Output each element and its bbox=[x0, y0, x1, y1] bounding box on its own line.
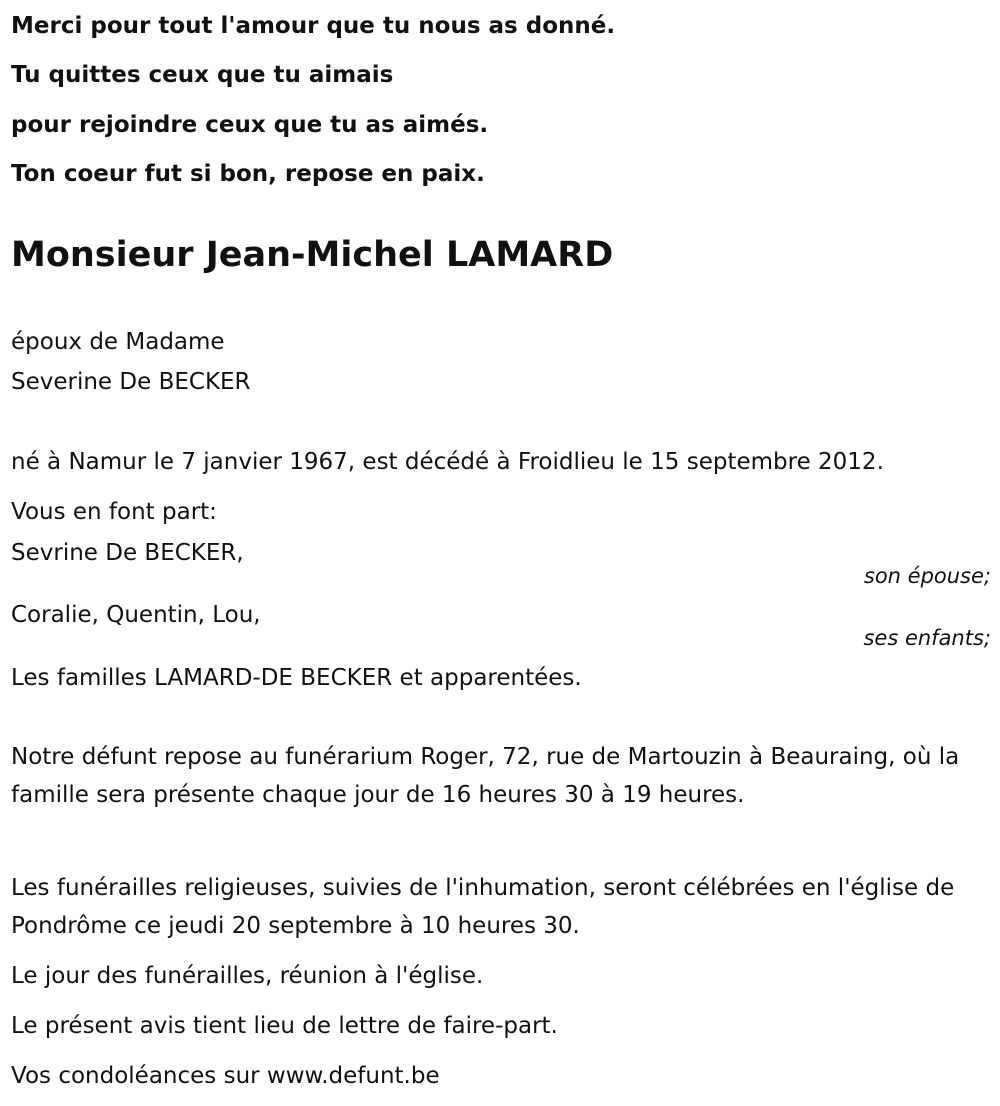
poem-line-2: Tu quittes ceux que tu aimais bbox=[11, 62, 394, 88]
condolences-paragraph: Vos condoléances sur www.defunt.be bbox=[11, 1063, 440, 1089]
announcer-names-spouse: Sevrine De BECKER, bbox=[11, 540, 244, 566]
announcer-relation-children: ses enfants; bbox=[863, 626, 991, 650]
announcer-names-children: Coralie, Quentin, Lou, bbox=[11, 602, 261, 628]
poem-line-1: Merci pour tout l'amour que tu nous as donné. bbox=[11, 13, 616, 39]
poem-line-4: Ton coeur fut si bon, repose en paix. bbox=[11, 161, 485, 187]
funeral-paragraph: Les funérailles religieuses, suivies de l'inhumation, seront célébrées en l'église de Pondrôme ce jeudi 20 septembre à 10 heures 30. bbox=[11, 875, 955, 939]
announcer-relation-spouse: son épouse; bbox=[863, 564, 991, 588]
poem-line-3: pour rejoindre ceux que tu as aimés. bbox=[11, 112, 489, 138]
notice-paragraph: Le présent avis tient lieu de lettre de faire-part. bbox=[11, 1013, 558, 1039]
birth-death-statement: né à Namur le 7 janvier 1967, est décédé à Froidlieu le 15 septembre 2012. bbox=[11, 449, 884, 475]
spouse-line-2: Severine De BECKER bbox=[11, 369, 251, 395]
spouse-line-1: époux de Madame bbox=[11, 329, 225, 355]
meeting-paragraph: Le jour des funérailles, réunion à l'église. bbox=[11, 963, 484, 989]
deceased-name: Monsieur Jean-Michel LAMARD bbox=[11, 235, 614, 275]
rest-location-paragraph: Notre défunt repose au funérarium Roger, 72, rue de Martouzin à Beauraing, où la famille sera présente chaque jour de 16 heures 30 à 19 heures. bbox=[11, 744, 960, 808]
families-statement: Les familles LAMARD-DE BECKER et apparentées. bbox=[11, 665, 582, 691]
announcement-intro: Vous en font part: bbox=[11, 499, 217, 525]
